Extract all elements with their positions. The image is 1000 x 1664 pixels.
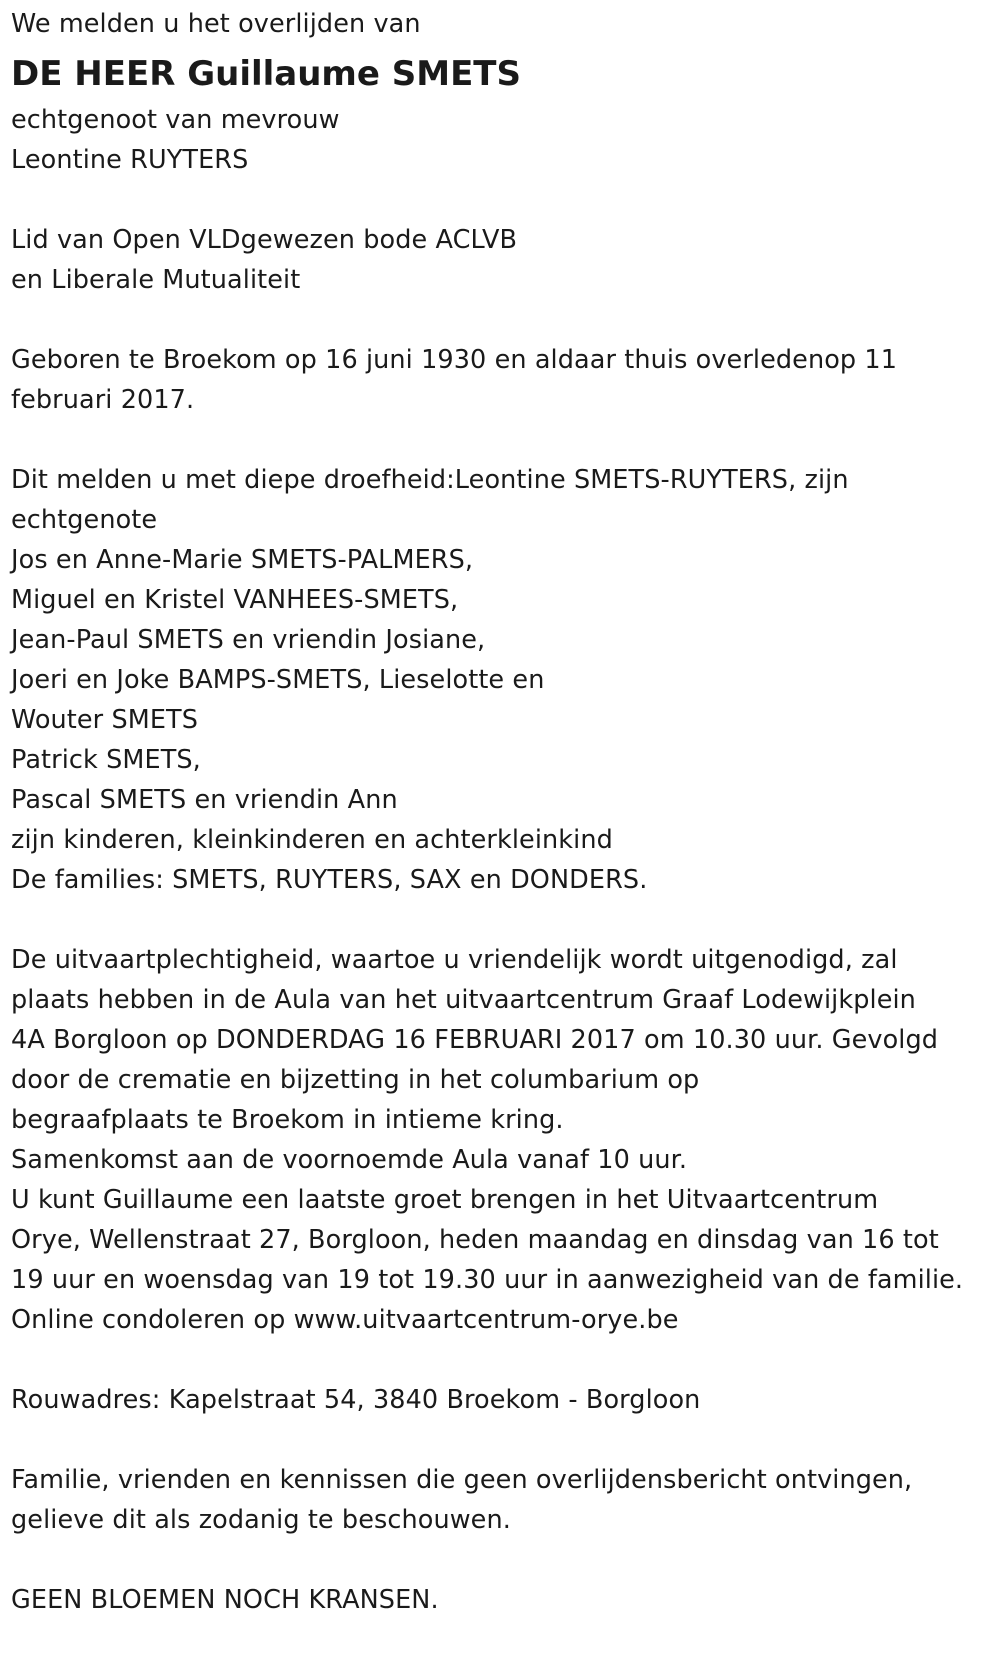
mourner-line: Dit melden u met diepe droefheid:Leontine SMETS-RUYTERS, zijn xyxy=(11,465,849,495)
ceremony-line: Online condoleren op www.uitvaartcentrum-orye.be xyxy=(11,1305,679,1335)
mourner-line: Pascal SMETS en vriendin Ann xyxy=(11,785,398,815)
notice-section xyxy=(11,1460,991,1540)
spouse-line: Leontine RUYTERS xyxy=(11,145,249,175)
ceremony-line: 19 uur en woensdag van 19 tot 19.30 uur in aanwezigheid van de familie. xyxy=(11,1265,964,1295)
mourner-line: zijn kinderen, kleinkinderen en achterkleinkind xyxy=(11,825,613,855)
mourning-address: Rouwadres: Kapelstraat 54, 3840 Broekom - Borgloon xyxy=(11,1385,701,1415)
membership-line: en Liberale Mutualiteit xyxy=(11,265,301,295)
mourner-line: Patrick SMETS, xyxy=(11,745,201,775)
spouse-line: echtgenoot van mevrouw xyxy=(11,105,340,135)
mourner-line: Miguel en Kristel VANHEES-SMETS, xyxy=(11,585,459,615)
intro-text: We melden u het overlijden van xyxy=(11,9,421,39)
mourner-line: Joeri en Joke BAMPS-SMETS, Lieselotte en xyxy=(11,665,545,695)
membership-line: Lid van Open VLDgewezen bode ACLVB xyxy=(11,225,518,255)
mourner-line: Wouter SMETS xyxy=(11,705,199,735)
ceremony-line: U kunt Guillaume een laatste groet brengen in het Uitvaartcentrum xyxy=(11,1185,879,1215)
ceremony-section xyxy=(11,940,991,1340)
ceremony-line: 4A Borgloon op DONDERDAG 16 FEBRUARI 2017 om 10.30 uur. Gevolgd xyxy=(11,1025,939,1055)
spouse-section xyxy=(11,100,991,180)
mourner-line: Jos en Anne-Marie SMETS-PALMERS, xyxy=(11,545,474,575)
deceased-name: DE HEER Guillaume SMETS xyxy=(11,54,521,94)
ceremony-line: begraafplaats te Broekom in intieme kring. xyxy=(11,1105,564,1135)
membership-section xyxy=(11,220,991,300)
notice-line: gelieve dit als zodanig te beschouwen. xyxy=(11,1505,511,1535)
ceremony-line: door de crematie en bijzetting in het columbarium op xyxy=(11,1065,700,1095)
ceremony-line: Samenkomst aan de voornoemde Aula vanaf 10 uur. xyxy=(11,1145,688,1175)
mourners-section xyxy=(11,460,991,900)
no-flowers-note: GEEN BLOEMEN NOCH KRANSEN. xyxy=(11,1585,439,1615)
ceremony-line: Orye, Wellenstraat 27, Borgloon, heden maandag en dinsdag van 16 tot xyxy=(11,1225,939,1255)
mourner-line: Jean-Paul SMETS en vriendin Josiane, xyxy=(11,625,486,655)
birth-section xyxy=(11,340,991,420)
ceremony-line: De uitvaartplechtigheid, waartoe u vriendelijk wordt uitgenodigd, zal xyxy=(11,945,898,975)
birth-line: februari 2017. xyxy=(11,385,195,415)
notice-line: Familie, vrienden en kennissen die geen overlijdensbericht ontvingen, xyxy=(11,1465,913,1495)
obituary-notice xyxy=(11,4,991,1620)
ceremony-line: plaats hebben in de Aula van het uitvaartcentrum Graaf Lodewijkplein xyxy=(11,985,916,1015)
mourner-line: De families: SMETS, RUYTERS, SAX en DONDERS. xyxy=(11,865,648,895)
mourner-line: echtgenote xyxy=(11,505,158,535)
birth-line: Geboren te Broekom op 16 juni 1930 en aldaar thuis overledenop 11 xyxy=(11,345,898,375)
